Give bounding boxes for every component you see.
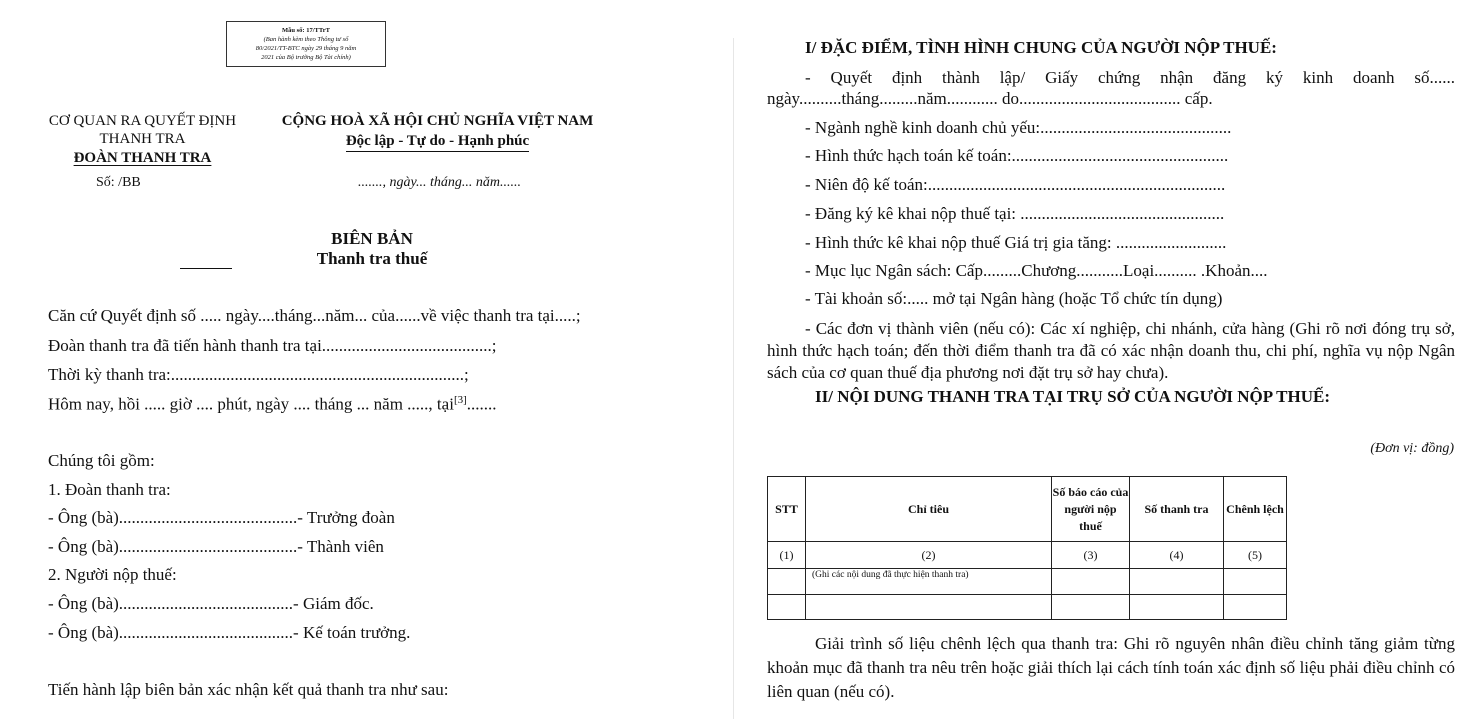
nation-motto: Độc lập - Tự do - Hạnh phúc [346, 132, 529, 152]
agency-block [40, 111, 245, 168]
table-cell [806, 595, 1052, 620]
date-place: ......., ngày... tháng... năm...... [358, 175, 521, 190]
table-cell [1130, 595, 1224, 620]
column-number: (5) [1224, 542, 1287, 569]
team-member: - Ông (bà)..........................................- Thành viên [48, 537, 384, 556]
footnote-ref: [3] [453, 394, 467, 406]
table-cell [768, 569, 806, 595]
table-cell [1130, 569, 1224, 595]
document-title: BIÊN BẢN [331, 229, 413, 248]
section-1-title: I/ ĐẶC ĐIỂM, TÌNH HÌNH CHUNG CỦA NGƯỜI NỘP THUẾ: [805, 38, 1277, 57]
team-heading: 1. Đoàn thanh tra: [48, 480, 171, 499]
table-row [768, 595, 1287, 620]
right-page [737, 0, 1478, 719]
info-item: - Hình thức kê khai nộp thuế Giá trị gia tăng: .......................... [805, 233, 1227, 252]
explanation-paragraph: Giải trình số liệu chênh lệch qua thanh tra: Ghi rõ nguyên nhân điều chỉnh tăng giảm từng khoản mục đã thanh tra nêu trên hoặc giải thích lại cách tính toán xác định số liệu phải điều chỉnh có liên quan (nếu có). [767, 634, 1455, 701]
header-cell: Số thanh tra [1130, 477, 1224, 542]
page-divider [733, 38, 734, 719]
form-number: Mẫu số: 17/TTrT [282, 27, 330, 34]
agency-line: THANH TRA [99, 131, 186, 147]
members-heading: Chúng tôi gồm: [48, 451, 155, 470]
info-item: - Hình thức hạch toán kế toán:................................................... [805, 146, 1229, 165]
document-subtitle: Thanh tra thuế [316, 249, 428, 268]
form-note-line: 2021 của Bộ trưởng Bộ Tài chính) [261, 54, 351, 61]
info-item: - Niên độ kế toán:...................................................................... [805, 175, 1226, 194]
conclusion-line: Tiến hành lập biên bản xác nhận kết quả thanh tra như sau: [48, 680, 449, 699]
basis-line: Thời kỳ thanh tra:.....................................................................; [48, 365, 469, 384]
document-number: Số: /BB [96, 175, 141, 190]
table-cell [1224, 569, 1287, 595]
basis-line: Đoàn thanh tra đã tiến hành thanh tra tại........................................; [48, 336, 497, 355]
header-cell: STT [768, 477, 806, 542]
meeting-time-text: Hôm nay, hồi ..... giờ .... phút, ngày .... tháng ... năm ....., tại [48, 394, 454, 414]
member-units-paragraph: - Các đơn vị thành viên (nếu có): Các xí nghiệp, chi nhánh, cửa hàng (Ghi rõ nơi đóng trụ sở, hình thức hạch toán; đến thời điểm thanh tra đã có xác nhận doanh thu, chi phí, nghĩa vụ nộp Ngân sách của cơ quan thuế địa phương nơi đặt trụ sở hay chưa). [767, 319, 1455, 382]
header-cell: Chỉ tiêu [806, 477, 1052, 542]
table-cell [1052, 569, 1130, 595]
header-cell: Chênh lệch [1224, 477, 1287, 542]
left-page [0, 0, 736, 719]
agency-line: CƠ QUAN RA QUYẾT ĐỊNH [48, 113, 237, 129]
table-row [768, 569, 1287, 595]
column-number: (2) [806, 542, 1052, 569]
form-number-box [226, 21, 386, 67]
section-2-title: II/ NỘI DUNG THANH TRA TẠI TRỤ SỞ CỦA NGƯỜI NỘP THUẾ: [815, 387, 1330, 406]
table-cell [768, 595, 806, 620]
info-item: - Ngành nghề kinh doanh chủ yếu:............................................. [805, 118, 1232, 137]
form-note-line: 80/2021/TT-BTC ngày 29 tháng 9 năm [255, 45, 357, 52]
table-header-row [768, 477, 1287, 542]
info-item: - Mục lục Ngân sách: Cấp.........Chương...........Loại.......... .Khoản.... [805, 261, 1268, 280]
info-item: - Đăng ký kê khai nộp thuế tại: ................................................ [805, 204, 1225, 223]
basis-line: Căn cứ Quyết định số ..... ngày....tháng...năm... của......về việc thanh tra tại.....; [48, 306, 581, 325]
decision-line-2: ngày..........tháng.........năm............ do...................................... cấp. [767, 89, 1213, 108]
taxpayer-member: - Ông (bà).........................................- Giám đốc. [48, 594, 374, 613]
agency-team: ĐOÀN THANH TRA [73, 150, 212, 166]
column-number: (1) [768, 542, 806, 569]
decision-line: - Quyết định thành lập/ Giấy chứng nhận đăng ký kinh doanh số...... [805, 68, 1455, 87]
unit-note: (Đơn vị: đồng) [1370, 441, 1454, 456]
table-note: (Ghi các nội dung đã thực hiện thanh tra) [806, 569, 1052, 595]
column-number: (4) [1130, 542, 1224, 569]
form-note-line: (Ban hành kèm theo Thông tư số [263, 36, 349, 43]
taxpayer-heading: 2. Người nộp thuế: [48, 565, 177, 584]
table-cell [1224, 595, 1287, 620]
team-member: - Ông (bà)..........................................- Trưởng đoàn [48, 508, 395, 527]
table-cell [1052, 595, 1130, 620]
taxpayer-member: - Ông (bà).........................................- Kế toán trưởng. [48, 623, 411, 642]
header-cell: Số báo cáo của người nộp thuế [1052, 477, 1130, 542]
meeting-time-line [48, 394, 497, 415]
inspection-table [767, 476, 1287, 620]
title-rule [180, 268, 232, 269]
meeting-time-tail: ....... [466, 394, 497, 414]
table-row [768, 542, 1287, 569]
info-item: - Tài khoản số:..... mở tại Ngân hàng (hoặc Tổ chức tín dụng) [805, 289, 1223, 308]
column-number: (3) [1052, 542, 1130, 569]
nation-name: CỘNG HOÀ XÃ HỘI CHỦ NGHĨA VIỆT NAM [281, 113, 594, 129]
national-heading [265, 111, 610, 152]
